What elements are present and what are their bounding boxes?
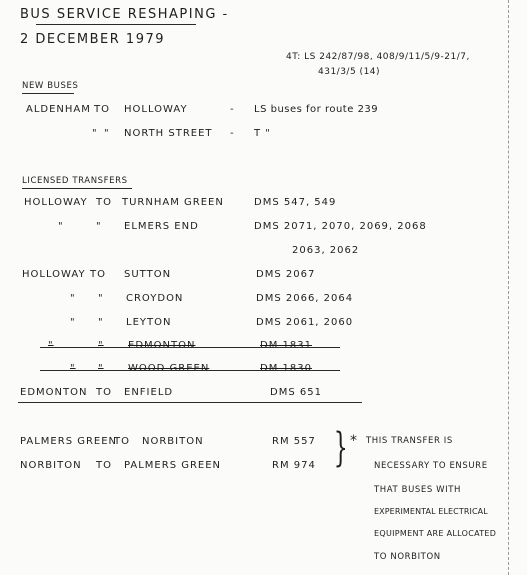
transfer-row-2-from: " [58,221,64,232]
transfer-row-7-from: " [48,340,54,351]
transfer-row-5-from: " [70,293,76,304]
transfer-row-8-dest: WOOD GREEN [128,363,210,374]
strike-through-line-1 [40,347,340,348]
new-buses-underline [22,93,74,94]
special-row-1-dest: NORBITON [142,436,204,447]
new-bus-row-2-from: " [92,128,98,139]
note-line-6: TO NORBITON [374,552,441,562]
grouping-brace: } [333,425,348,471]
transfer-row-9-from: EDMONTON [20,387,88,398]
new-bus-row-1-to: TO [94,104,110,115]
special-row-2-to: TO [96,460,112,471]
note-line-1: THIS TRANSFER IS [366,436,453,446]
new-bus-row-1-from: ALDENHAM [26,104,91,115]
transfer-row-9-vehicles: DMS 651 [270,387,322,398]
note-line-2: NECESSARY TO ENSURE [374,461,488,471]
transfer-row-5-vehicles: DMS 2066, 2064 [256,293,354,304]
transfer-row-2-to: " [96,221,102,232]
special-row-2-dest: PALMERS GREEN [124,460,222,471]
new-bus-row-1-detail: LS buses for route 239 [254,104,379,115]
note-line-3: THAT BUSES WITH [374,485,462,495]
transfer-row-5-dest: CROYDON [126,293,184,304]
reference-line-1: 4T: LS 242/87/98, 408/9/11/5/9-21/7, [286,52,470,62]
new-bus-row-2-detail: T " [254,128,271,139]
transfer-row-7-to: " [98,340,104,351]
transfer-row-9-dest: ENFIELD [124,387,174,398]
special-row-1-to: TO [114,436,130,447]
special-row-2-from: NORBITON [20,460,82,471]
transfer-row-1-vehicles: DMS 547, 549 [254,197,337,208]
transfer-row-7-dest: EDMONTON [128,340,196,351]
transfer-row-6-vehicles: DMS 2061, 2060 [256,317,354,328]
new-bus-row-1-dash: - [230,104,235,115]
new-bus-row-2-dest: NORTH STREET [124,128,213,139]
document-title: BUS SERVICE RESHAPING - [20,7,229,22]
transfer-row-6-from: " [70,317,76,328]
transfer-row-7-vehicles: DM 1831 [260,340,312,351]
transfer-row-2-vehicles: DMS 2071, 2070, 2069, 2068 [254,221,427,232]
note-line-4: EXPERIMENTAL ELECTRICAL [374,507,488,516]
transfer-row-5-to: " [98,293,104,304]
transfer-row-6-dest: LEYTON [126,317,172,328]
transfer-row-2-vehicles-continued: 2063, 2062 [292,245,360,256]
new-bus-row-2-to: " [104,128,110,139]
note-asterisk: * [350,433,358,449]
document-date: 2 DECEMBER 1979 [20,32,166,47]
strike-through-line-2 [40,370,340,371]
reference-line-2: 431/3/5 (14) [318,67,381,77]
special-row-1-from: PALMERS GREEN [20,436,118,447]
transfer-row-1-dest: TURNHAM GREEN [122,197,224,208]
transfer-row-1-to: TO [96,197,112,208]
transfer-row-8-vehicles: DM 1830 [260,363,312,374]
title-underline [36,24,196,25]
transfer-row-8-to: " [98,363,104,374]
new-bus-row-1-dest: HOLLOWAY [124,104,188,115]
transfer-row-1-from: HOLLOWAY [24,197,88,208]
transfer-row-4-vehicles: DMS 2067 [256,269,316,280]
new-buses-heading: NEW BUSES [22,81,79,91]
transfer-row-8-from: " [70,363,76,374]
transfer-row-6-to: " [98,317,104,328]
transfer-row-4-from: HOLLOWAY [22,269,86,280]
transfer-row-2-dest: ELMERS END [124,221,199,232]
special-row-2-vehicles: RM 974 [272,460,316,471]
transfer-row-4-dest: SUTTON [124,269,172,280]
transfer-row-9-to: TO [96,387,112,398]
page-edge-fold [508,0,509,575]
transfer-row-4-to: TO [90,269,106,280]
licensed-transfers-heading: LICENSED TRANSFERS [22,176,128,186]
note-line-5: EQUIPMENT ARE ALLOCATED [374,529,497,538]
section-underline [18,402,362,403]
licensed-transfers-underline [22,188,132,189]
new-bus-row-2-dash: - [230,128,235,139]
special-row-1-vehicles: RM 557 [272,436,316,447]
